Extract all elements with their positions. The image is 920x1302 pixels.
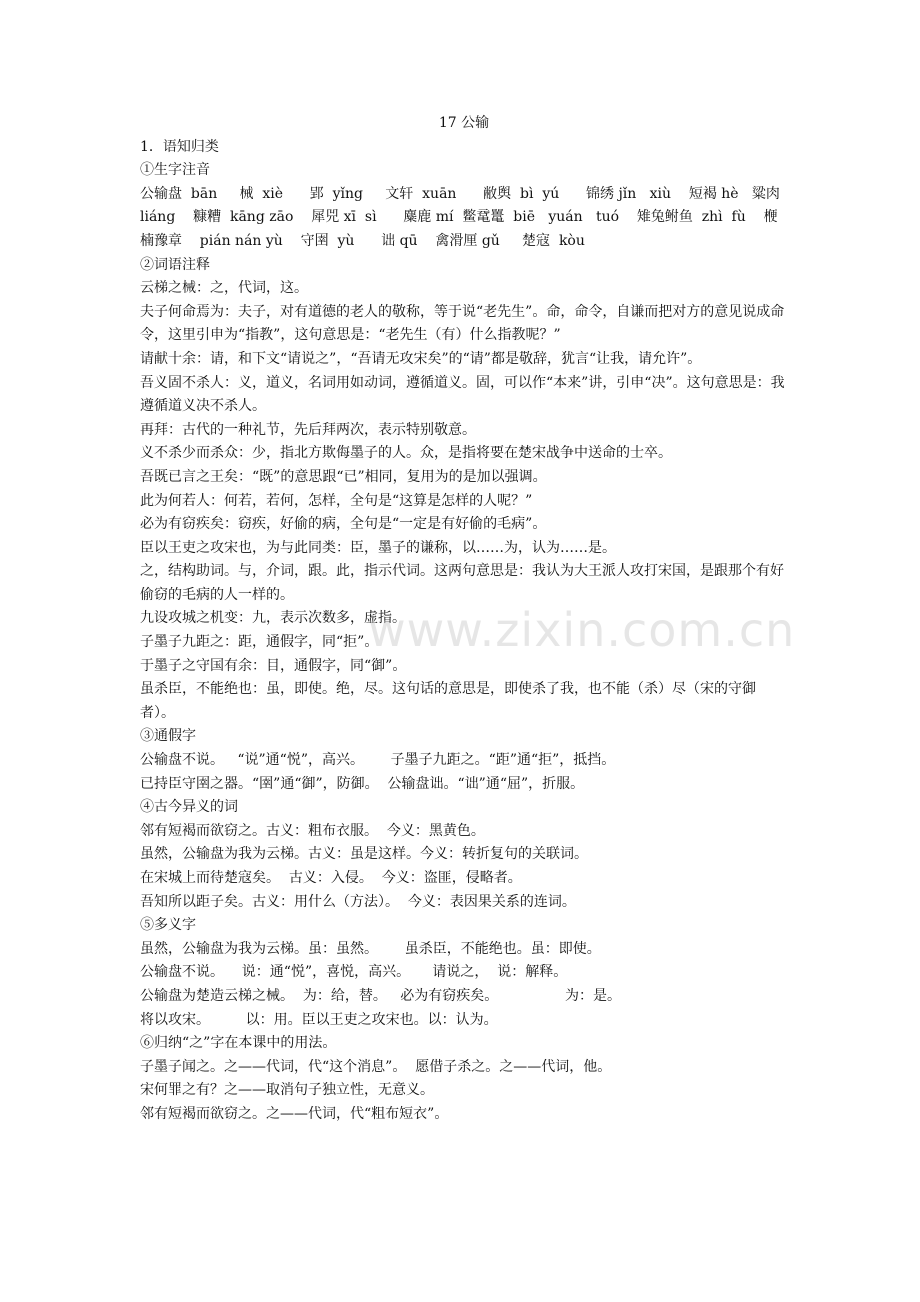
zhi-usage-entry: 宋何罪之有？之——取消句子独立性，无意义。 [140,1082,434,1099]
annotation-entry: 必为有窃疾矣：窃疾，好偷的病，全句是“一定是有好偷的毛病”。 [140,516,547,533]
zhi-usage-entry: 邻有短褐而欲窃之。之——代词，代“粗布短衣”。 [140,1105,449,1122]
annotation-entry: 云梯之械：之，代词，这。 [140,280,308,297]
annotation-entry: 吾义固不杀人：义，道义，名词用如动词，遵循道义。固，可以作“本来”讲，引申“决”。这句意思是：我遵循道义决不杀人。 [140,374,785,415]
subsection-heading: ①生字注音 [140,162,210,179]
polysemy-entry: 公输盘为楚造云梯之械。 为：给，替。 必为有窃疾矣。 为：是。 [140,987,622,1004]
annotation-entry: 吾既已言之王矣：“既”的意思跟“已”相同，复用为的是加以强调。 [140,468,547,485]
annotation-entry: 义不杀少而杀众：少，指北方欺侮墨子的人。众，是指将要在楚宋战争中送命的士卒。 [140,445,672,462]
annotation-entry: 请献十余：请，和下文“请说之”，“吾请无攻宋矣”的“请”都是敬辞，犹言“让我，请允许”。 [140,350,702,367]
pronunciation-list: 公输盘 bān 械 xiè 郢 yǐng 文轩 xuān 敝舆 bì yú 锦绣 jǐn xiù 短褐 hè 粱肉 liáng 糠糟 kāng zāo 犀兕 xī sì 麋鹿 mí 鳖鼋鼍 biē yuán tuó 雉兔鲋鱼 zhì fù 楩楠豫章 pián nán yù 守圉 yù 诎 qū 禽滑厘 gǔ 楚寇 kòu [140,185,785,249]
subsection-heading: ④古今异义的词 [140,799,238,816]
annotation-entry: 之，结构助词。与，介词，跟。此，指示代词。这两句意思是：我认为大王派人攻打宋国，是跟那个有好偷窃的毛病的人一样的。 [140,563,784,603]
subsection-heading: ⑤多义字 [140,917,196,934]
gujin-entry: 虽然，公输盘为我为云梯。古义：虽是这样。今义：转折复句的关联词。 [140,846,588,863]
document-title: 17 公输 [438,115,490,131]
annotation-entry: 于墨子之守国有余：目，通假字，同“御”。 [140,657,407,674]
annotation-entry: 此为何若人：何若，若何，怎样，全句是“这算是怎样的人呢？” [140,492,533,509]
subsection-heading: ⑥归纳“之”字在本课中的用法。 [140,1035,337,1052]
gujin-entry: 吾知所以距子矣。古义：用什么（方法）。 今义：表因果关系的连词。 [140,893,576,910]
section-heading: 1．语知归类 [140,138,219,155]
gujin-entry: 邻有短褐而欲窃之。古义：粗布衣服。 今义：黑黄色。 [140,822,485,839]
annotation-entry: 子墨子九距之：距，通假字，同“拒”。 [140,634,379,651]
subsection-heading: ②词语注释 [140,256,210,273]
annotation-entry: 九设攻城之机变：九，表示次数多，虚指。 [140,610,406,627]
annotation-entry: 夫子何命焉为：夫子，对有道德的老人的敬称，等于说“老先生”。命，命令，自谦而把对方的意见说成命令，这里引申为“指教”，这句意思是：“老先生（有）什么指教呢？” [140,303,785,344]
polysemy-entry: 将以攻宋。 以：用。臣以王吏之攻宋也。以：认为。 [140,1011,498,1028]
polysemy-entry: 公输盘不说。 说：通“悦”，喜悦，高兴。 请说之， 说：解释。 [140,964,568,981]
zhi-usage-entry: 子墨子闻之。之——代词，代“这个消息”。 愿借子杀之。之——代词，他。 [140,1058,612,1075]
polysemy-entry: 虽然，公输盘为我为云梯。虽：虽然。 虽杀臣，不能绝也。虽：即使。 [140,940,601,957]
annotation-entry: 再拜：古代的一种礼节，先后拜两次，表示特别敬意。 [140,421,476,438]
tongjia-entry: 公输盘不说。 “说”通“悦”，高兴。 子墨子九距之。“距”通“拒”，抵挡。 [140,752,616,769]
watermark: www.zixin.com.cn [368,603,796,657]
tongjia-entry: 已持臣守圉之器。“圉”通“御”，防御。 公输盘诎。“诎”通“屈”，折服。 [140,775,585,792]
annotation-entry: 臣以王吏之攻宋也，为与此同类：臣，墨子的谦称，以……为，认为……是。 [140,539,616,556]
subsection-heading: ③通假字 [140,728,196,745]
gujin-entry: 在宋城上而待楚寇矣。 古义：入侵。 今义：盗匪，侵略者。 [140,870,522,886]
annotation-entry: 虽杀臣，不能绝也：虽，即使。绝，尽。这句话的意思是，即使杀了我，也不能（杀）尽（宋的守御者）。 [140,681,756,721]
document-page [140,112,788,1127]
